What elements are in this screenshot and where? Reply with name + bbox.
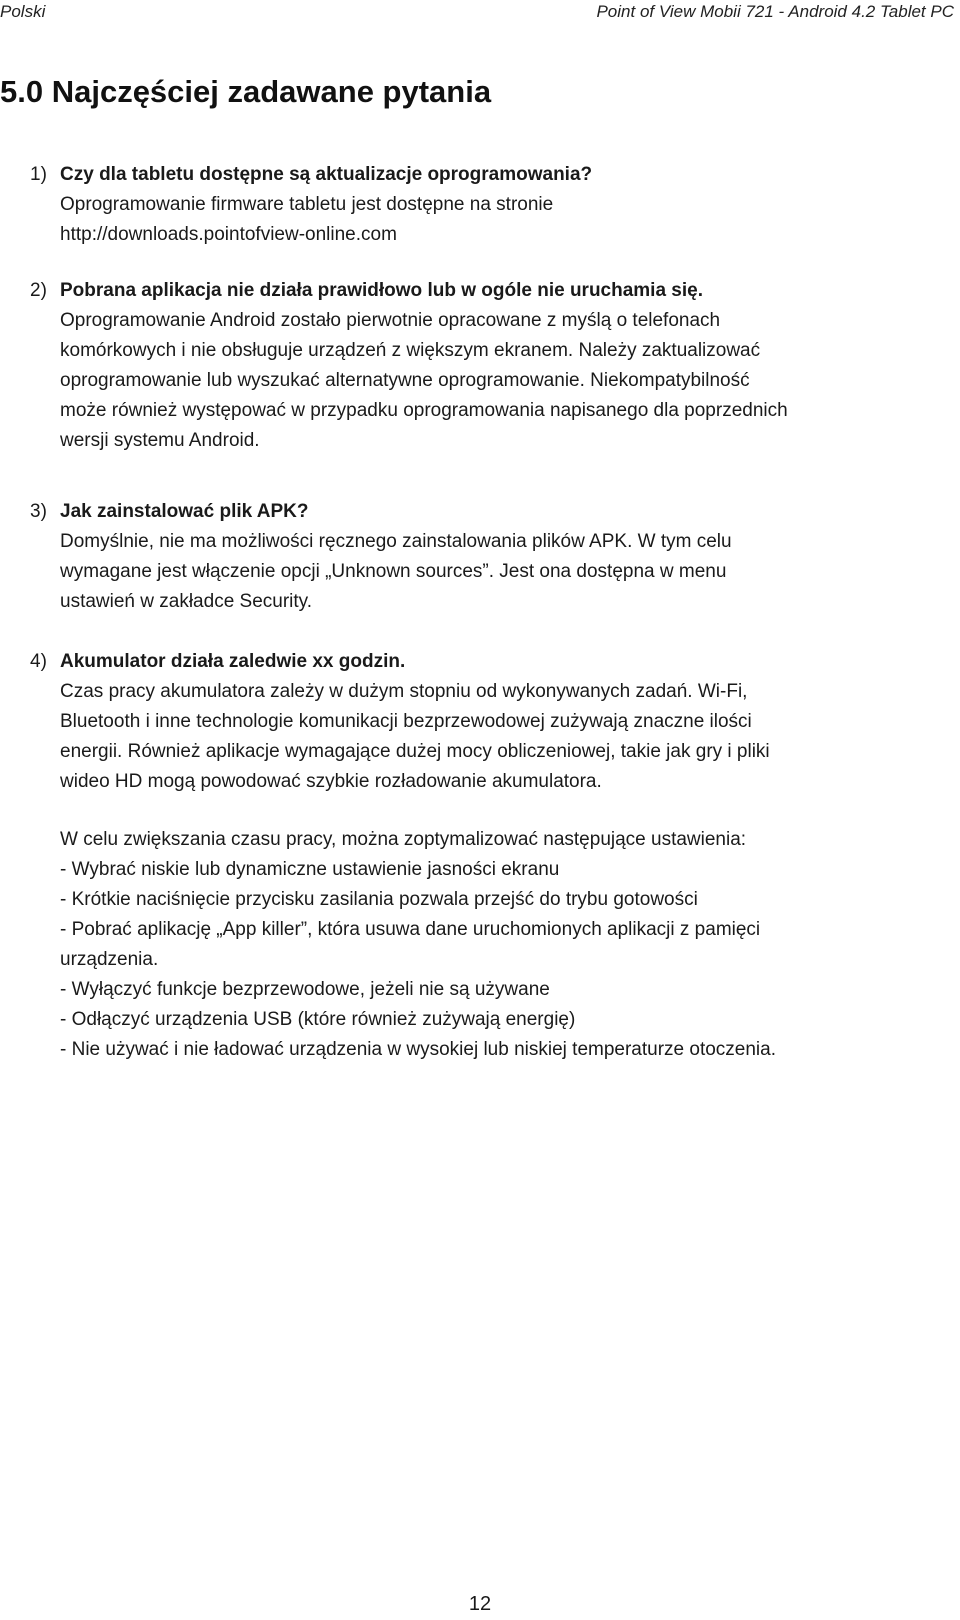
faq-number: 3) [30, 501, 47, 522]
tips-item: - Odłączyć urządzenia USB (które również zużywają energię) [60, 1009, 576, 1030]
faq-answer-line: wideo HD mogą powodować szybkie rozładowanie akumulatora. [60, 771, 602, 792]
page-number: 12 [468, 1593, 492, 1615]
tips-item: - Wyłączyć funkcje bezprzewodowe, jeżeli nie są używane [60, 979, 550, 1000]
faq-question [30, 647, 405, 677]
tips-item: - Wybrać niskie lub dynamiczne ustawienie jasności ekranu [60, 859, 560, 880]
faq-question [30, 276, 703, 306]
tips-item: - Nie używać i nie ładować urządzenia w wysokiej lub niskiej temperaturze otoczenia. [60, 1039, 776, 1060]
faq-answer-line: Czas pracy akumulatora zależy w dużym stopniu od wykonywanych zadań. Wi-Fi, [60, 681, 748, 702]
faq-answer-line: Domyślnie, nie ma możliwości ręcznego zainstalowania plików APK. W tym celu [60, 531, 732, 552]
faq-answer-line: wymagane jest włączenie opcji „Unknown sources”. Jest ona dostępna w menu [60, 561, 727, 582]
header-product-title: Point of View Mobii 721 - Android 4.2 Tablet PC [596, 2, 954, 21]
faq-answer-line: Bluetooth i inne technologie komunikacji bezprzewodowej zużywają znaczne ilości [60, 711, 752, 732]
faq-number: 1) [30, 164, 47, 185]
faq-question-text: Czy dla tabletu dostępne są aktualizacje oprogramowania? [60, 164, 593, 185]
faq-answer-line: Oprogramowanie firmware tabletu jest dostępne na stronie [60, 194, 554, 215]
faq-number: 4) [30, 651, 47, 672]
faq-question [30, 497, 309, 527]
faq-answer [60, 306, 788, 456]
faq-number: 2) [30, 280, 47, 301]
header-language: Polski [0, 2, 46, 21]
faq-answer [60, 190, 553, 250]
tips-item: - Krótkie naciśnięcie przycisku zasilania pozwala przejść do trybu gotowości [60, 889, 698, 910]
faq-question [30, 160, 592, 190]
faq-answer [60, 677, 770, 797]
faq-answer-line: może również występować w przypadku oprogramowania napisanego dla poprzednich [60, 400, 788, 421]
faq-question-text: Pobrana aplikacja nie działa prawidłowo lub w ogóle nie uruchamia się. [60, 280, 703, 301]
tips-item: - Pobrać aplikację „App killer”, która usuwa dane uruchomionych aplikacji z pamięci [60, 919, 761, 940]
faq-answer-line: wersji systemu Android. [60, 430, 260, 451]
tips-intro: W celu zwiększania czasu pracy, można zoptymalizować następujące ustawienia: [60, 829, 747, 850]
faq-answer-line: komórkowych i nie obsługuje urządzeń z większym ekranem. Należy zaktualizować [60, 340, 761, 361]
faq-answer-line: energii. Również aplikacje wymagające dużej mocy obliczeniowej, takie jak gry i pliki [60, 741, 770, 762]
tips-item: urządzenia. [60, 949, 159, 970]
section-title: 5.0 Najczęściej zadawane pytania [0, 74, 492, 109]
faq-answer-line: Oprogramowanie Android zostało pierwotnie opracowane z myślą o telefonach [60, 310, 721, 331]
faq-question-text: Akumulator działa zaledwie xx godzin. [60, 651, 406, 672]
faq-answer-line: oprogramowanie lub wyszukać alternatywne oprogramowanie. Niekompatybilność [60, 370, 750, 391]
faq-answer [60, 527, 732, 617]
faq-answer-line: ustawień w zakładce Security. [60, 591, 313, 612]
battery-tips [60, 825, 776, 1065]
faq-answer-line: http://downloads.pointofview-online.com [60, 224, 397, 245]
faq-question-text: Jak zainstalować plik APK? [60, 501, 309, 522]
